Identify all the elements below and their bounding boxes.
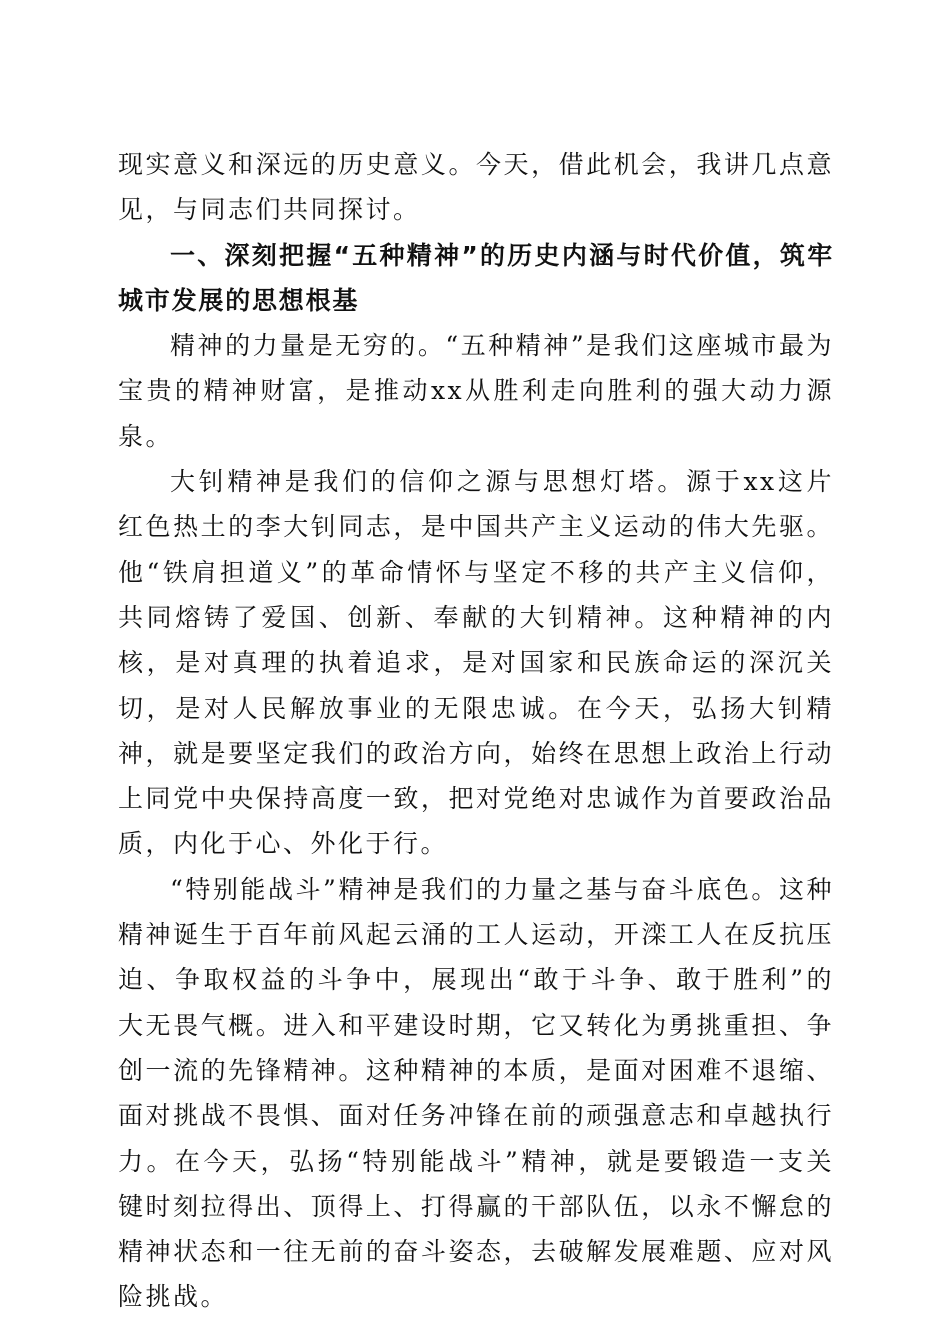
- intro-continuation-paragraph: 现实意义和深远的历史意义。今天，借此机会，我讲几点意见，与同志们共同探讨。: [118, 150, 834, 225]
- dazhao-spirit-paragraph: 大钊精神是我们的信仰之源与思想灯塔。源于xx这片红色热土的李大钊同志，是中国共产主义运动的伟大先驱。他“铁肩担道义”的革命情怀与坚定不移的共产主义信仰，共同熔铸了爱国、创新、奉献的大钊精神。这种精神的内核，是对真理的执着追求，是对国家和民族命运的深沉关切，是对人民解放事业的无限忠诚。在今天，弘扬大钊精神，就是要坚定我们的政治方向，始终在思想上政治上行动上同党中央保持高度一致，把对党绝对忠诚作为首要政治品质，内化于心、外化于行。: [118, 467, 834, 859]
- spirit-power-paragraph: 精神的力量是无穷的。“五种精神”是我们这座城市最为宝贵的精神财富，是推动xx从胜利走向胜利的强大动力源泉。: [118, 331, 834, 451]
- fighting-spirit-paragraph: “特别能战斗”精神是我们的力量之基与奋斗底色。这种精神诞生于百年前风起云涌的工人运动，开滦工人在反抗压迫、争取权益的斗争中，展现出“敢于斗争、敢于胜利”的大无畏气概。进入和平建设时期，它又转化为勇挑重担、争创一流的先锋精神。这种精神的本质，是面对困难不退缩、面对挑战不畏惧、面对任务冲锋在前的顽强意志和卓越执行力。在今天，弘扬“特别能战斗”精神，就是要锻造一支关键时刻拉得出、顶得上、打得赢的干部队伍，以永不懈怠的精神状态和一往无前的奋斗姿态，去破解发展难题、应对风险挑战。: [118, 874, 834, 1312]
- section-heading-1: 一、深刻把握“五种精神”的历史内涵与时代价值，筑牢城市发展的思想根基: [118, 240, 834, 315]
- document-body: [118, 142, 834, 1320]
